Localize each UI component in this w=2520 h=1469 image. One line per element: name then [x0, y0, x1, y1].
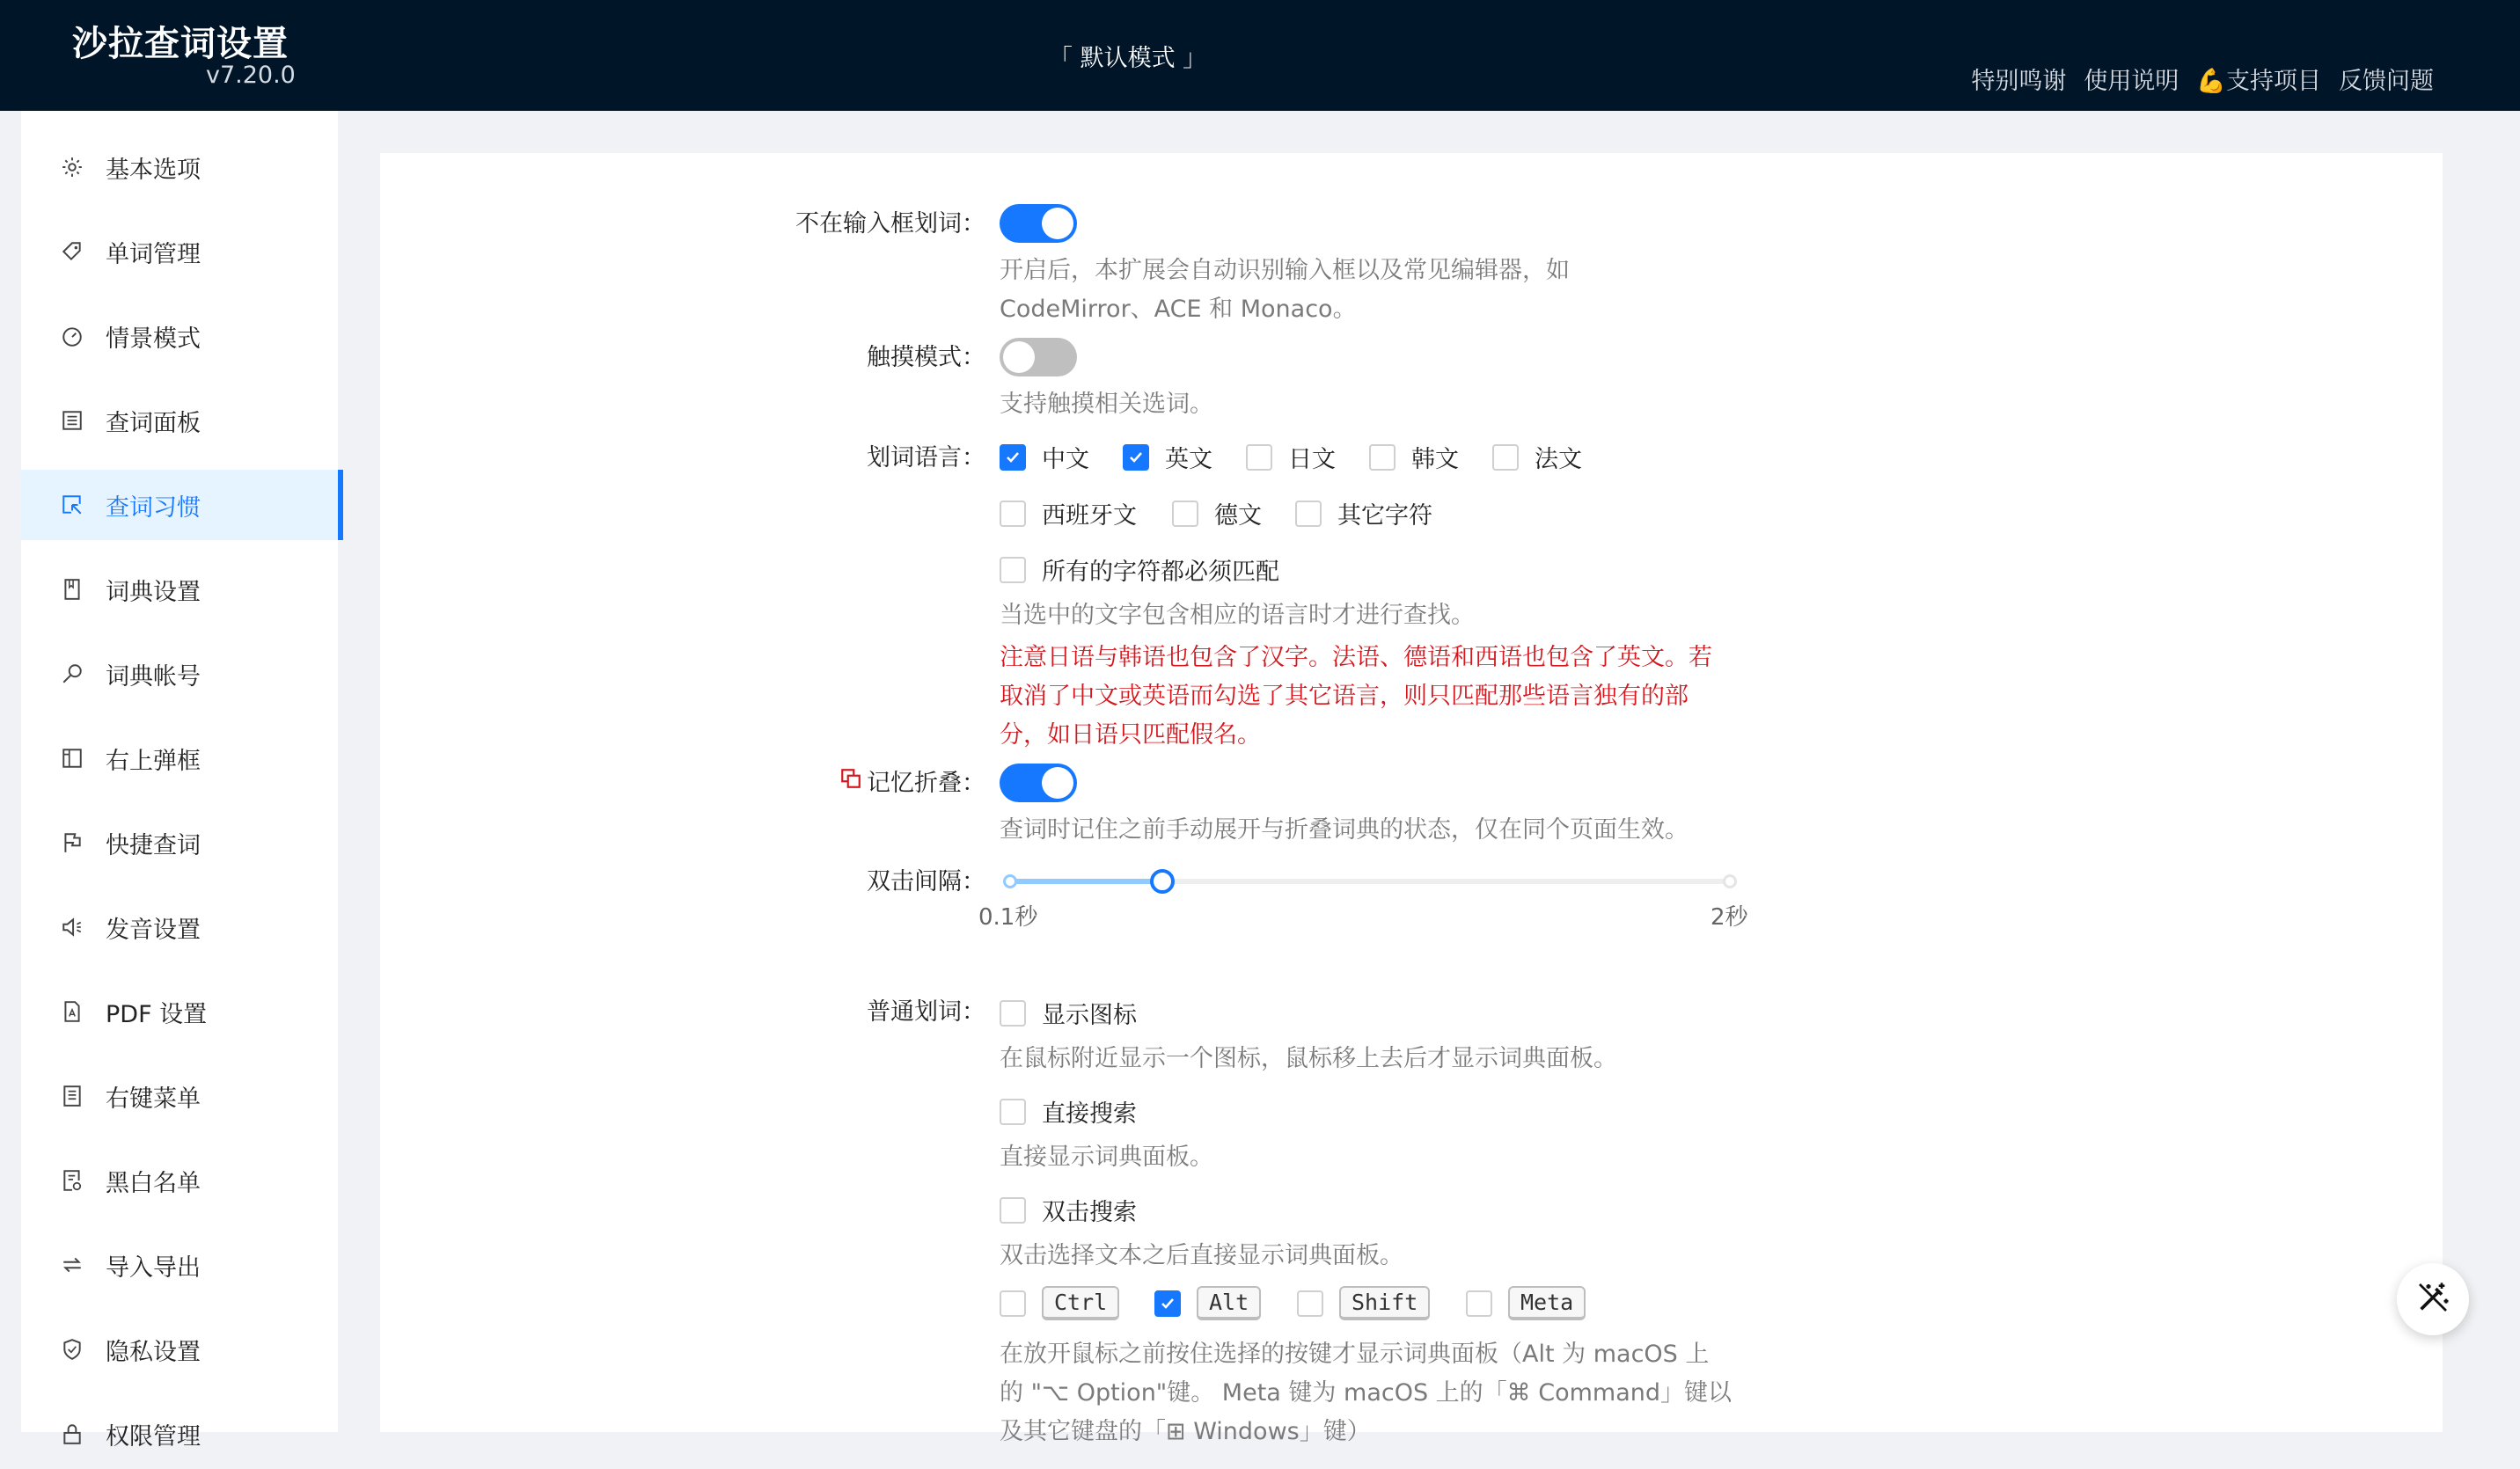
sidebar-item-basic[interactable]: [21, 132, 338, 202]
language-korean-checkbox[interactable]: [1369, 440, 1459, 474]
sidebar-item-blacklist[interactable]: [21, 1145, 338, 1216]
key-meta-checkbox[interactable]: [1466, 1286, 1586, 1320]
sidebar-item-label: 导入导出: [106, 1253, 201, 1282]
slider-start-dot: [1003, 874, 1017, 888]
touch-mode-help: 支持触摸相关选词。: [1000, 391, 1213, 418]
book-icon: [60, 577, 84, 602]
fold-memory-label: 记忆折叠：: [867, 770, 985, 797]
checkbox-label: 德文: [1214, 502, 1262, 530]
sidebar-item-label: 基本选项: [106, 156, 201, 184]
language-german-checkbox[interactable]: [1172, 496, 1262, 530]
panel-icon: [60, 408, 84, 433]
sidebar-item-label: 发音设置: [106, 916, 201, 944]
checkbox-label: 双击搜索: [1042, 1199, 1137, 1226]
checkbox-box: [1466, 1290, 1492, 1317]
checkbox-box: [1246, 444, 1272, 471]
sidebar-item-label: 权限管理: [106, 1422, 201, 1451]
checkbox-label: 英文: [1165, 446, 1212, 473]
fold-memory-switch[interactable]: [1000, 764, 1077, 802]
keys-help-line1: 在放开鼠标之前按住选择的按键才显示词典面板（Alt 为 macOS 上: [1000, 1341, 1710, 1368]
sidebar-item-permissions[interactable]: [21, 1399, 338, 1469]
lock-icon: [60, 1421, 84, 1446]
magic-wand-icon: [2415, 1280, 2450, 1319]
sidebar-item-pdf[interactable]: [21, 976, 338, 1047]
sidebar: [21, 111, 338, 1451]
menu-icon: [60, 1084, 84, 1108]
checkbox-label: 法文: [1535, 446, 1582, 473]
sidebar-item-dict-accounts[interactable]: [21, 639, 338, 709]
sidebar-item-label: 单词管理: [106, 240, 201, 268]
checkbox-label: 西班牙文: [1042, 502, 1137, 530]
language-help: 当选中的文字包含相应的语言时才进行查找。: [1000, 602, 1475, 629]
no-typing-help-line2: CodeMirror、ACE 和 Monaco。: [1000, 296, 1357, 323]
keys-help-line2: 的 "⌥ Option"键。 Meta 键为 macOS 上的「⌘ Command」键以: [1000, 1379, 1732, 1407]
shield-icon: [60, 1337, 84, 1362]
slider-fill: [1010, 879, 1162, 884]
sound-icon: [60, 915, 84, 939]
checkbox-box: [1369, 444, 1396, 471]
key-alt-checkbox[interactable]: [1154, 1286, 1261, 1320]
dashboard-icon: [60, 324, 84, 348]
app-header: [0, 0, 2520, 111]
floating-magic-button[interactable]: [2397, 1263, 2469, 1335]
sidebar-item-dict-panel[interactable]: [21, 385, 338, 456]
sidebar-item-label: 词典帐号: [106, 662, 201, 691]
sidebar-item-label: 右键菜单: [106, 1085, 201, 1113]
key-alt-label: Alt: [1197, 1286, 1261, 1320]
swap-icon: [60, 1253, 84, 1277]
select-icon: [60, 493, 84, 517]
sidebar-item-context-menu[interactable]: [21, 1061, 338, 1131]
no-typing-help-line1: 开启后，本扩展会自动识别输入框以及常见编辑器，如: [1000, 257, 1570, 284]
key-ctrl-checkbox[interactable]: [1000, 1286, 1119, 1320]
language-warning-line2: 取消了中文或英语而勾选了其它语言，则只匹配那些语言独有的部: [1000, 683, 1689, 710]
sidebar-item-label: 查词习惯: [106, 493, 201, 522]
key-meta-label: Meta: [1508, 1286, 1586, 1320]
double-search-help: 双击选择文本之后直接显示词典面板。: [1000, 1242, 1403, 1269]
checkbox-box: [1000, 1290, 1026, 1317]
slider-end-dot: [1723, 874, 1737, 888]
sidebar-item-label: 词典设置: [106, 578, 201, 606]
header-links: [1971, 62, 2434, 96]
support-project-link[interactable]: 💪支持项目: [2196, 68, 2321, 95]
language-label: 划词语言：: [867, 444, 985, 471]
sidebar-item-popup[interactable]: [21, 723, 338, 793]
show-icon-checkbox[interactable]: [1000, 996, 1137, 1030]
sidebar-item-label: 黑白名单: [106, 1169, 201, 1197]
checkbox-label: 显示图标: [1042, 1002, 1137, 1029]
checkbox-label: 所有的字符都必须匹配: [1042, 559, 1279, 586]
key-icon: [60, 661, 84, 686]
checkbox-box: [1000, 1197, 1026, 1224]
sidebar-item-profiles[interactable]: [21, 301, 338, 371]
sidebar-item-search-habits[interactable]: [21, 470, 338, 540]
checkbox-box: [1295, 501, 1322, 527]
checkbox-label: 中文: [1042, 446, 1089, 473]
sidebar-item-pronunciation[interactable]: [21, 892, 338, 962]
key-shift-checkbox[interactable]: [1297, 1286, 1430, 1320]
slider-max-label: 2秒: [1711, 904, 1748, 931]
double-click-delay-label: 双击间隔：: [867, 868, 985, 895]
touch-mode-label: 触摸模式：: [867, 344, 985, 371]
switch-knob: [1042, 208, 1073, 239]
language-spanish-checkbox[interactable]: [1000, 496, 1137, 530]
app-title: 沙拉查词设置: [72, 24, 289, 64]
language-chinese-checkbox[interactable]: [1000, 440, 1089, 474]
checkbox-label: 直接搜索: [1042, 1100, 1137, 1128]
switch-knob: [1003, 341, 1035, 373]
direct-search-checkbox[interactable]: [1000, 1094, 1137, 1129]
checkbox-box: [1000, 1000, 1026, 1027]
instructions-link[interactable]: 使用说明: [2084, 68, 2179, 95]
normal-select-label: 普通划词：: [867, 998, 985, 1026]
app-version: v7.20.0: [206, 62, 296, 89]
check-icon: [1000, 444, 1026, 471]
touch-mode-switch[interactable]: [1000, 338, 1077, 376]
sidebar-item-import-export[interactable]: [21, 1230, 338, 1300]
check-icon: [1154, 1290, 1181, 1317]
feedback-link[interactable]: 反馈问题: [2339, 68, 2434, 95]
language-french-checkbox[interactable]: [1492, 440, 1582, 474]
sidebar-item-words[interactable]: [21, 216, 338, 287]
acknowledgement-link[interactable]: 特别鸣谢: [1971, 68, 2067, 95]
flag-icon: [60, 830, 84, 855]
checkbox-label: 其它字符: [1337, 502, 1432, 530]
key-shift-label: Shift: [1339, 1286, 1430, 1320]
tag-icon: [60, 239, 84, 264]
language-english-checkbox[interactable]: [1123, 440, 1212, 474]
language-japanese-checkbox[interactable]: [1246, 440, 1336, 474]
checkbox-label: 韩文: [1411, 446, 1459, 473]
sidebar-item-label: 隐私设置: [106, 1338, 201, 1366]
language-warning-line1: 注意日语与韩语也包含了汉字。法语、德语和西语也包含了英文。若: [1000, 644, 1712, 671]
checkbox-box: [1492, 444, 1519, 471]
pdf-icon: [60, 999, 84, 1024]
language-other-checkbox[interactable]: [1295, 496, 1432, 530]
keys-help-line3: 及其它键盘的「⊞ Windows」键）: [1000, 1418, 1371, 1445]
direct-search-help: 直接显示词典面板。: [1000, 1144, 1213, 1171]
sidebar-item-label: PDF 设置: [106, 1000, 208, 1028]
language-warning-line3: 分，如日语只匹配假名。: [1000, 721, 1261, 749]
checkbox-box: [1000, 1099, 1026, 1125]
show-icon-help: 在鼠标附近显示一个图标，鼠标移上去后才显示词典面板。: [1000, 1045, 1617, 1072]
key-ctrl-label: Ctrl: [1042, 1286, 1119, 1320]
profile-mode-label[interactable]: 「 默认模式 」: [1049, 45, 1207, 72]
gear-icon: [60, 155, 84, 179]
slider-min-label: 0.1秒: [978, 904, 1038, 931]
no-typing-switch[interactable]: [1000, 204, 1077, 243]
sidebar-item-privacy[interactable]: [21, 1314, 338, 1385]
copy-icon: [839, 767, 862, 793]
sidebar-item-label: 快捷查词: [106, 831, 201, 859]
sidebar-item-dict-settings[interactable]: [21, 554, 338, 625]
checkbox-box: [1000, 501, 1026, 527]
switch-knob: [1042, 767, 1073, 799]
checkbox-box: [1000, 557, 1026, 583]
slider-handle[interactable]: [1150, 869, 1175, 894]
check-icon: [1123, 444, 1149, 471]
checkbox-box: [1172, 501, 1198, 527]
list-icon: [60, 1168, 84, 1193]
no-typing-label: 不在输入框划词：: [795, 210, 985, 238]
sidebar-item-label: 查词面板: [106, 409, 201, 437]
settings-panel: [380, 153, 2443, 1432]
sidebar-item-label: 情景模式: [106, 325, 201, 353]
sidebar-item-label: 右上弹框: [106, 747, 201, 775]
checkbox-box: [1297, 1290, 1323, 1317]
layout-icon: [60, 746, 84, 771]
checkbox-label: 日文: [1288, 446, 1336, 473]
sidebar-item-quick-search[interactable]: [21, 808, 338, 878]
match-all-checkbox[interactable]: [1000, 552, 1279, 587]
fold-memory-help: 查词时记住之前手动展开与折叠词典的状态，仅在同个页面生效。: [1000, 816, 1689, 844]
double-search-checkbox[interactable]: [1000, 1193, 1137, 1227]
